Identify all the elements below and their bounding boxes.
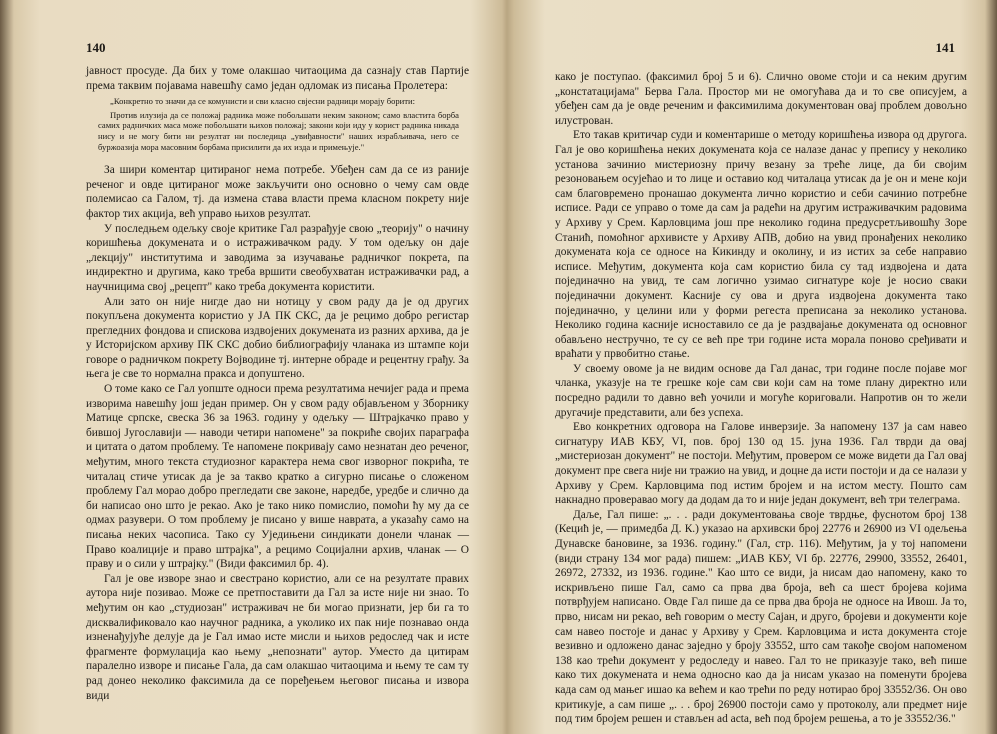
paragraph: Даље, Гал пише: „. . . ради документовања своје тврдње, фуснотом број 138 (Кецић је, — примедба Д. К.) указао на архивски број 22776 и 26900 из VI одељења Дунавске бановине, за 1936. годину." (Гал, стр. 116). Међутим, ја у тој напомени (види страну 134 мог рада) пишем: „ИАВ КБУ, VI бр. 22776, 29900, 33552, 26401, 26972, 27332, из 1936. године." Као што се види, ја нисам дао напомену, како то искривљено пише Гал, само са прва два броја, већ са шест бројева којима потврђујем написано. Овде Гал пише да се прва два броја не односе на Ивош. Ја то, прво, нисам ни рекао, већ говорим о месту Сајан, и друго, бројеви и документи које сам навео постоје и данас у Архиву у Срем. Карловцима и иста документа стоје везивно и одложено данас заједно у броју 33552, што сам такође својом напоменом 138 као трећи документ у редоследу и навео. Гал то не приказује тако, већ пише како тих докумената и нема односно као да ја нисам указао на поменути бројева када сам од мањег ишао ка већем и као трећи по реду нотирао број 33552/36. Он ово критикује, а сам пише „. . . број 26900 постоји само у протоколу, али предмет није под тим бројем решен и стављен ad acta, већ под бројем решења, а то је 33552/36."	[555, 508, 967, 726]
right-page	[507, 0, 997, 734]
block-quote: „Конкретно то значи да се комунисти и сви класно свјесни радници морају борити:	[110, 96, 416, 107]
paragraph: Гал је ове изворе знао и свестрано користио, али се на резултате правих аутора није позивао. Може се претпоставити да Гал за исте није ни знао. То међутим он као „студиозан" истраживач не би могао признати, јер би га то дисквалификовало као научног радника, а уколико их пак није познавао онда изненађујуће делује да је Гал имао исте мисли и њихов редослед чак и исте фрагменте формулација као њему „непознати" аутор. Уместо да цитирам паралелно изворе и писање Гала, да сам олакшао читаоцима и њему те сам ту рад донео неколико факсимила да се поређењем његовог писања и извора види	[86, 572, 469, 702]
block-quote: Против илузија да се положај радника може побољшати неким законом; само властита борба самих радничких маса може побољшати њихов положај; закони који иду у корист радника никада нису и не могу бити ни резултат ни последица „увиђавности" наших израбљивача, него се буржоазија мора масовним борбама присилити да их изда и примењује."	[98, 109, 459, 152]
paragraph: За шири коментар цитираног нема потребе. Убеђен сам да се из раније реченог и овде цитираног може закључити оно основно о чему сам овде полемисао са Галом, тј. да измена става власти према класном покрету није фактор тих акција, већ управо њихов резултат.	[86, 164, 469, 220]
paragraph: Ето такав критичар суди и коментарише о методу коришћења извора од другога. Гал је ово коришћења неких докумената која се налазе данас у препису у неколико установа зачинио мистериозну причу везану за треће лице, да би својим резоновањем осујећао и то лице и оставио код читалаца утисак да је он и мене који сам благовремено пронашао документа лично користио и себи сачинио потребне исписе. Ради се управо о томе да сам ја радећи на другим истраживачким радовима у Архиву у Срем. Карловцима још пре неколико година предусретљивошћу Зоре Станић, помоћног архивисте у Архиву АПВ, добио на увид пронађених неколико докумената која се односе на Кикинду и околину, и из истих за себе направио исписе. Међутим, документа која сам користио била су тад издвојена и дата појединачно на увид, те сам логично узимао сигнатуре које је носио сваки појединачни документ. Касније су ова и друга издвојена документа тако појединачно, у целини или у форми регеста преписана за неколико установа. Неколико година касније исноставило се да је раздвајање докумената од основног обављено нестручно, те су се већ пре три године иста морала поново сређивати и враћати у првобитно стање.	[555, 129, 967, 361]
paragraph: јавност просуде. Да бих у томе олакшао читаоцима да сазнају став Партије према таквим појавама навешћу само један одломак из писања Пролетера:	[86, 65, 469, 92]
paragraph: Али зато он није нигде дао ни нотицу у свом раду да је од других покупљена документа користио у ЈА ПК СКС, да је рецимо добро регистар прегледних фондова и спискова издвојених докумената из разних архива, да је у Историјском архиву ПК СКС добио библиографију чланака из штампе који говоре о радничком покрету Војводине тј. интерне обраде и рецентну грађу. За њега је све то нормална пракса и допуштено.	[86, 295, 469, 381]
paragraph-gap	[86, 155, 469, 163]
paragraph: У последњем одељку своје критике Гал разрађује свою „теорију" о начину коришћења докумената и о истраживачком раду. У том одељку он даје „лекцију" институтима и заводима за изучавање радничког покрета, па индиректно и другима, како треба вршити свеобухватан истраживачки рад, а научницима свој „рецепт" како треба документа користити.	[86, 222, 469, 293]
paragraph: У своему овоме ја не видим основе да Гал данас, три године после појаве мог чланка, указује на те грешке које сам сви који сам на томе плану директно или посредно радили то давно већ уочили и могуће кориговали. Напротив он то жели другачије представити, али без успеха.	[555, 362, 967, 419]
paragraph: О томе како се Гал уопште односи према резултатима нечијег рада и према изворима навешћу још један пример. Он у свом раду објављеном у Зборнику Матице српске, свеска 36 за 1963. годину у одељку — Штрајкачко право у бившој Југославији — наводи четири напомене" за покриће својих параграфа и цитата о датом проблему. Те напомене покривају само незнатан део реченог, међутим, много текста студиозног карактера нема свог изворног покрића, те читалац стиче утисак да је за такво кратко а сигурно писање о сложеном проблему Гал морао добро прегледати све законе, наредбе, уредбе и слично да би написао оно што је рекао. Ако је тако нико помислио, помоћи ћу му да се одмах разувери. О том проблему је писано у више наврата, а указаћу само на писања неких часописа. Тако су Уједињени синдикати донели чланак — Право коалиције и право штрајка", а рецимо Социјални архив, чланак — О праву и о сили у штрајку." (Види факсимил бр. 4).	[86, 383, 469, 571]
page-number-left: 140	[86, 40, 106, 55]
right-page-text	[555, 70, 967, 727]
paragraph: Ево конкретних одговора на Галове инверзије. За напомену 137 ја сам навео сигнатуру ИАВ КБУ, VI, пов. број 130 од 15. јуна 1936. Гал тврди да овај „мистериозан документ" не постоји. Међутим, провером се може видети да Гал овај документ пре свега није ни тражио на увид, и доцне да исти постоји и да се налази у Архиву у Срем. Карловцима под истим бројем и на истом месту. Пошто сам накнадно проверавао могу да додам да то и није један документ, већ три телеграма.	[555, 421, 967, 507]
paragraph: како је поступао. (факсимил број 5 и 6). Слично овоме стоји и са неким другим „констатацијама" Берва Гала. Простор ми не омогућава да и то све описујем, а убеђен сам да је овде реченим и факсимилима документован овај проблем довољно илустрован.	[555, 71, 967, 127]
left-page-text	[86, 64, 469, 703]
page-number-right: 141	[935, 40, 955, 55]
